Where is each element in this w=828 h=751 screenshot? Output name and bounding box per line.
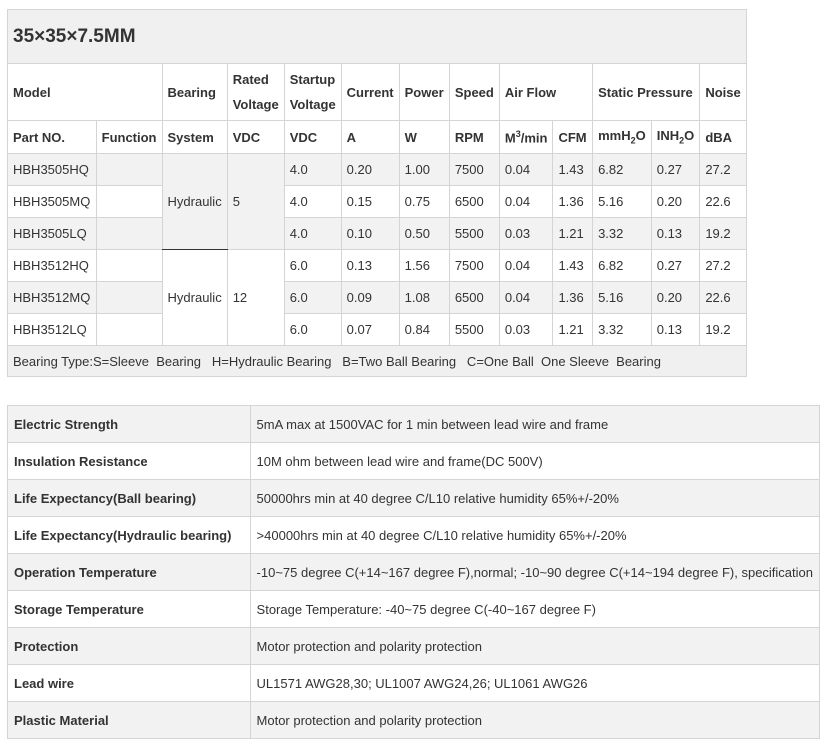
function-cell	[96, 314, 162, 346]
air-flow-cfm: 1.36	[553, 186, 593, 218]
table-row	[8, 154, 747, 186]
property-value: -10~75 degree C(+14~167 degree F),normal; -10~90 degree C(+14~194 degree F), specification	[250, 554, 819, 591]
table-row	[8, 282, 747, 314]
unit-mmh2o: mmH$_2$O	[593, 121, 652, 154]
pressure-inh2o: 0.27	[651, 154, 700, 186]
property-label: Storage Temperature	[8, 591, 251, 628]
part-no: HBH3512MQ	[8, 282, 97, 314]
power: 1.56	[399, 250, 449, 282]
air-flow-m3: 0.04	[499, 250, 553, 282]
pressure-inh2o: 0.27	[651, 250, 700, 282]
property-value: 50000hrs min at 40 degree C/L10 relative humidity 65%+/-20%	[250, 480, 819, 517]
property-row	[8, 702, 820, 739]
speed: 6500	[449, 186, 499, 218]
part-no: HBH3505MQ	[8, 186, 97, 218]
property-value: Motor protection and polarity protection	[250, 628, 819, 665]
pressure-inh2o: 0.20	[651, 186, 700, 218]
noise: 22.6	[700, 282, 747, 314]
power: 0.84	[399, 314, 449, 346]
property-row	[8, 443, 820, 480]
property-label: Protection	[8, 628, 251, 665]
table-row	[8, 186, 747, 218]
part-no: HBH3512HQ	[8, 250, 97, 282]
note-row	[8, 346, 747, 377]
speed: 5500	[449, 218, 499, 250]
rated-voltage: 12	[227, 250, 284, 346]
property-row	[8, 517, 820, 554]
function-cell	[96, 154, 162, 186]
pressure-inh2o: 0.20	[651, 282, 700, 314]
properties-table	[7, 405, 820, 739]
property-label: Operation Temperature	[8, 554, 251, 591]
power: 1.08	[399, 282, 449, 314]
pressure-inh2o: 0.13	[651, 218, 700, 250]
property-row	[8, 628, 820, 665]
current: 0.09	[341, 282, 399, 314]
property-label: Insulation Resistance	[8, 443, 251, 480]
air-flow-cfm: 1.43	[553, 250, 593, 282]
table-row	[8, 218, 747, 250]
unit-row	[8, 121, 747, 154]
rated-voltage: 5	[227, 154, 284, 250]
part-no: HBH3505LQ	[8, 218, 97, 250]
function-cell	[96, 186, 162, 218]
page-title: 35×35×7.5MM	[8, 10, 747, 64]
air-flow-cfm: 1.21	[553, 314, 593, 346]
part-no: HBH3512LQ	[8, 314, 97, 346]
current: 0.20	[341, 154, 399, 186]
speed: 6500	[449, 282, 499, 314]
unit-dba: dBA	[700, 121, 747, 154]
property-label: Life Expectancy(Hydraulic bearing)	[8, 517, 251, 554]
unit-part-no: Part NO.	[8, 121, 97, 154]
noise: 27.2	[700, 250, 747, 282]
pressure-mmh2o: 5.16	[593, 186, 652, 218]
power: 1.00	[399, 154, 449, 186]
header-startup-voltage: Startup Voltage	[284, 64, 341, 121]
property-value: 5mA max at 1500VAC for 1 min between lead wire and frame	[250, 406, 819, 443]
unit-function: Function	[96, 121, 162, 154]
header-static-pressure: Static Pressure	[593, 64, 700, 121]
header-air-flow: Air Flow	[499, 64, 592, 121]
unit-cfm: CFM	[553, 121, 593, 154]
pressure-inh2o: 0.13	[651, 314, 700, 346]
current: 0.13	[341, 250, 399, 282]
startup-voltage: 4.0	[284, 154, 341, 186]
startup-voltage: 6.0	[284, 250, 341, 282]
property-row	[8, 406, 820, 443]
pressure-mmh2o: 3.32	[593, 218, 652, 250]
function-cell	[96, 218, 162, 250]
header-speed: Speed	[449, 64, 499, 121]
current: 0.10	[341, 218, 399, 250]
air-flow-cfm: 1.36	[553, 282, 593, 314]
header-rated-voltage: Rated Voltage	[227, 64, 284, 121]
unit-current-a: A	[341, 121, 399, 154]
property-label: Electric Strength	[8, 406, 251, 443]
property-row	[8, 665, 820, 702]
function-cell	[96, 282, 162, 314]
property-value: Storage Temperature: -40~75 degree C(-40~167 degree F)	[250, 591, 819, 628]
part-no: HBH3505HQ	[8, 154, 97, 186]
bearing-type-note: Bearing Type:S=Sleeve Bearing H=Hydraulic Bearing B=Two Ball Bearing C=One Ball One Sleeve Bearing	[8, 346, 747, 377]
function-cell	[96, 250, 162, 282]
speed: 7500	[449, 154, 499, 186]
property-label: Plastic Material	[8, 702, 251, 739]
unit-startup-vdc: VDC	[284, 121, 341, 154]
unit-power-w: W	[399, 121, 449, 154]
noise: 22.6	[700, 186, 747, 218]
header-row	[8, 64, 747, 121]
property-label: Lead wire	[8, 665, 251, 702]
air-flow-m3: 0.03	[499, 218, 553, 250]
property-value: Motor protection and polarity protection	[250, 702, 819, 739]
property-row	[8, 554, 820, 591]
header-bearing: Bearing	[162, 64, 227, 121]
unit-system: System	[162, 121, 227, 154]
startup-voltage: 4.0	[284, 186, 341, 218]
startup-voltage: 4.0	[284, 218, 341, 250]
speed: 7500	[449, 250, 499, 282]
header-power: Power	[399, 64, 449, 121]
speed: 5500	[449, 314, 499, 346]
pressure-mmh2o: 5.16	[593, 282, 652, 314]
table-row	[8, 250, 747, 282]
air-flow-cfm: 1.21	[553, 218, 593, 250]
property-row	[8, 591, 820, 628]
pressure-mmh2o: 6.82	[593, 250, 652, 282]
pressure-mmh2o: 3.32	[593, 314, 652, 346]
startup-voltage: 6.0	[284, 282, 341, 314]
current: 0.07	[341, 314, 399, 346]
power: 0.75	[399, 186, 449, 218]
table-row	[8, 314, 747, 346]
property-value: UL1571 AWG28,30; UL1007 AWG24,26; UL1061 AWG26	[250, 665, 819, 702]
current: 0.15	[341, 186, 399, 218]
header-model: Model	[8, 64, 163, 121]
pressure-mmh2o: 6.82	[593, 154, 652, 186]
header-current: Current	[341, 64, 399, 121]
property-value: 10M ohm between lead wire and frame(DC 500V)	[250, 443, 819, 480]
air-flow-m3: 0.03	[499, 314, 553, 346]
unit-inh2o: $INH_2O$	[651, 121, 700, 154]
header-noise: Noise	[700, 64, 747, 121]
unit-rated-vdc: VDC	[227, 121, 284, 154]
property-label: Life Expectancy(Ball bearing)	[8, 480, 251, 517]
spec-table	[7, 9, 747, 377]
noise: 19.2	[700, 218, 747, 250]
unit-speed-rpm: RPM	[449, 121, 499, 154]
bearing-system: Hydraulic	[162, 154, 227, 250]
noise: 27.2	[700, 154, 747, 186]
air-flow-m3: 0.04	[499, 186, 553, 218]
property-value: >40000hrs min at 40 degree C/L10 relative humidity 65%+/-20%	[250, 517, 819, 554]
air-flow-m3: 0.04	[499, 154, 553, 186]
noise: 19.2	[700, 314, 747, 346]
bearing-system: Hydraulic	[162, 250, 227, 346]
air-flow-cfm: 1.43	[553, 154, 593, 186]
power: 0.50	[399, 218, 449, 250]
unit-m3-min: $M^3/\min$	[499, 121, 553, 154]
air-flow-m3: 0.04	[499, 282, 553, 314]
property-row	[8, 480, 820, 517]
startup-voltage: 6.0	[284, 314, 341, 346]
